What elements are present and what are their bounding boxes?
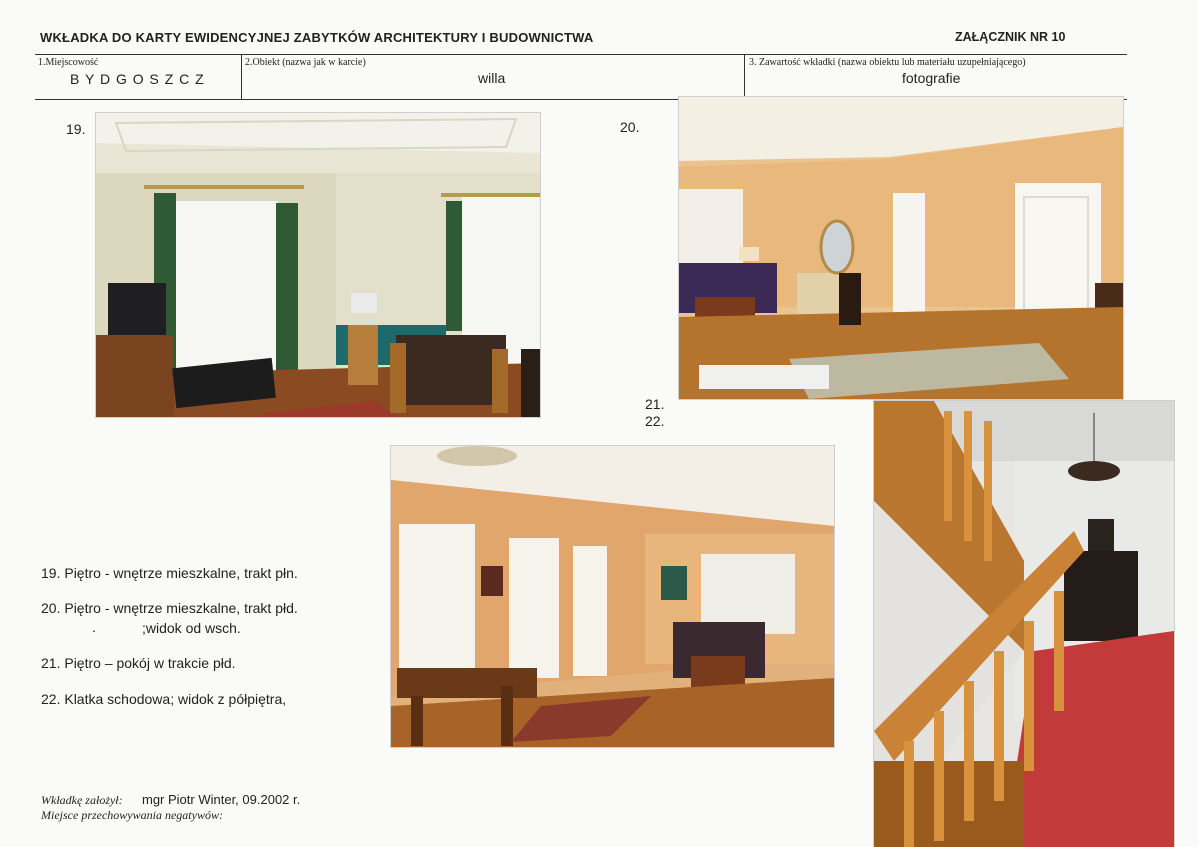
photo-number-20: 20. xyxy=(620,119,640,135)
field-locality-label: 1.Miejscowość xyxy=(38,57,99,68)
caption-21: 21. Piętro – pokój w trakcie płd. xyxy=(41,655,236,671)
form-top-rule xyxy=(35,54,1127,55)
field-locality-value: B Y D G O S Z C Z xyxy=(70,71,205,87)
field-contents-value: fotografie xyxy=(902,70,961,86)
form-divider-1 xyxy=(241,54,242,100)
footer-storage-label: Miejsce przechowywania negatywów: xyxy=(41,808,223,822)
caption-20-dot: . xyxy=(92,619,96,635)
caption-19: 19. Piętro - wnętrze mieszkalne, trakt płn. xyxy=(41,565,298,581)
caption-20-line1: 20. Piętro - wnętrze mieszkalne, trakt płd. xyxy=(41,600,298,616)
photo-22-staircase xyxy=(874,401,1174,847)
photo-19-interior-north xyxy=(96,113,540,417)
caption-22: 22. Klatka schodowa; widok z półpiętra, xyxy=(41,691,287,707)
field-contents-label: 3. Zawartość wkładki (nazwa obiektu lub materiału uzupełniającego) xyxy=(749,57,1026,68)
footer-author-label: Wkładkę założył: xyxy=(41,793,123,807)
photo-number-19: 19. xyxy=(66,121,86,137)
field-object-value: willa xyxy=(478,70,506,86)
photo-number-21: 21. xyxy=(645,396,665,412)
photo-number-22: 22. xyxy=(645,413,665,429)
photo-20-interior-south xyxy=(679,97,1123,399)
footer-author-value: mgr Piotr Winter, 09.2002 r. xyxy=(142,792,301,807)
annex-number: ZAŁĄCZNIK NR 10 xyxy=(955,30,1066,44)
caption-20-line2: ;widok od wsch. xyxy=(142,620,241,636)
document-title: WKŁADKA DO KARTY EWIDENCYJNEJ ZABYTKÓW ARCHITEKTURY I BUDOWNICTWA xyxy=(40,30,594,45)
form-divider-2 xyxy=(744,54,745,100)
field-object-label: 2.Obiekt (nazwa jak w karcie) xyxy=(245,57,366,68)
photo-21-south-room xyxy=(391,446,834,747)
